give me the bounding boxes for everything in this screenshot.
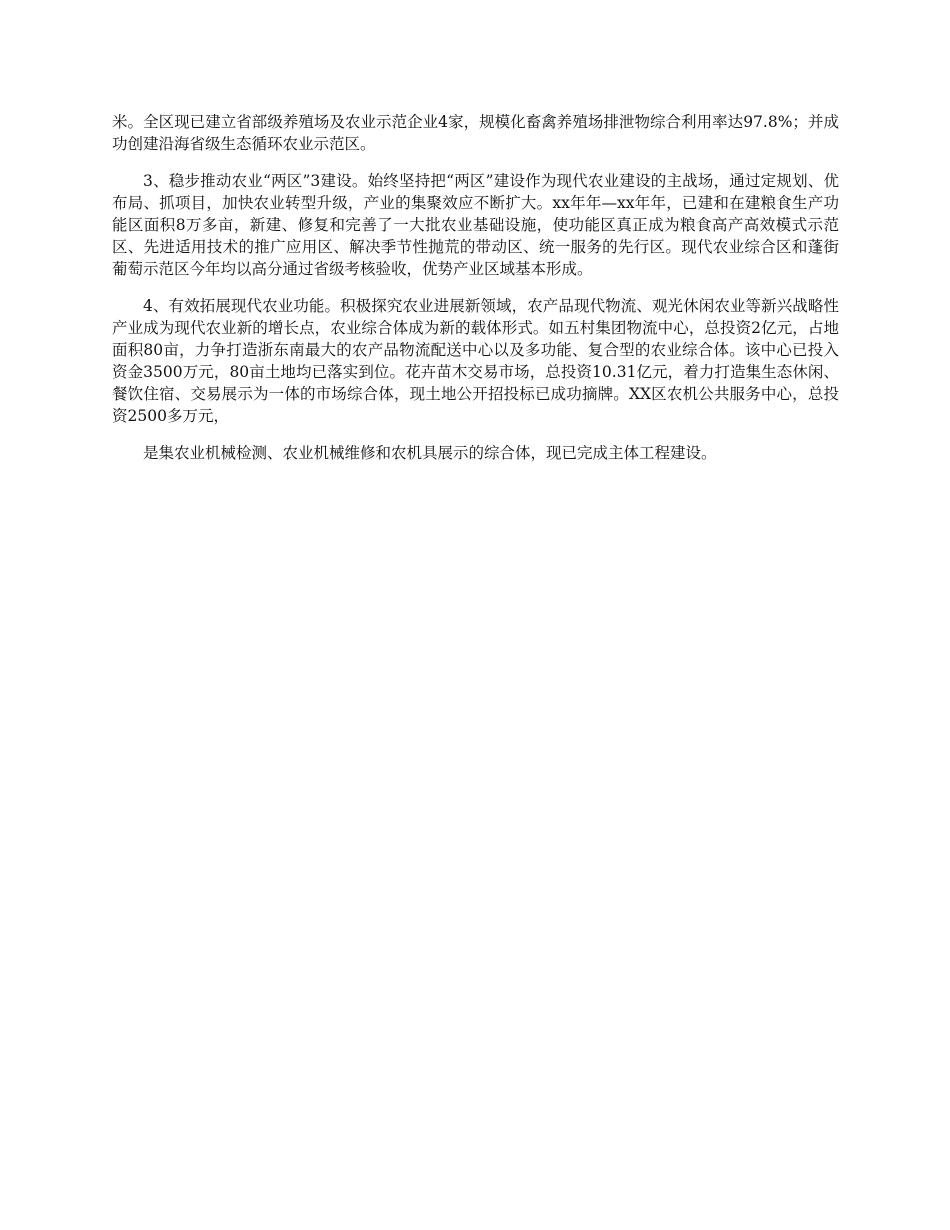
paragraph-closing: 是集农业机械检测、农业机械维修和农机具展示的综合体，现已完成主体工程建设。 xyxy=(143,444,717,462)
paragraph-section-3: 3、稳步推动农业“两区”3建设。始终坚持把“两区”建设作为现代农业建设的主战场，通过定规划、优布局、抓项目，加快农业转型升级，产业的集聚效应不断扩大。xx年年—xx年年，已建和在建粮食生产功能区面积8万多亩，新建、修复和完善了一大批农业基础设施，使功能区真正成为粮食高产高效模式示范区、先进适用技术的推广应用区、解决季节性抛荒的带动区、统一服务的先行区。现代农业综合区和蓬街葡萄示范区今年均以高分通过省级考核验收，优势产业区域基本形成。 xyxy=(112,172,839,278)
paragraph-section-4: 4、有效拓展现代农业功能。积极探究农业进展新领域，农产品现代物流、观光休闲农业等新兴战略性产业成为现代农业新的增长点，农业综合体成为新的载体形式。如五村集团物流中心，总投资2亿元，占地面积80亩，力争打造浙东南最大的农产品物流配送中心以及多功能、复合型的农业综合体。该中心已投入资金3500万元，80亩土地均已落实到位。花卉苗木交易市场，总投资10.31亿元，着力打造集生态休闲、餐饮住宿、交易展示为一体的市场综合体，现土地公开招投标已成功摘牌。XX区农机公共服务中心，总投资2500多万元， xyxy=(112,297,839,425)
paragraph-continuation: 米。全区现已建立省部级养殖场及农业示范企业4家，规模化畜禽养殖场排泄物综合利用率达97.8%；并成功创建沿海省级生态循环农业示范区。 xyxy=(112,113,839,153)
document-body xyxy=(112,111,839,479)
